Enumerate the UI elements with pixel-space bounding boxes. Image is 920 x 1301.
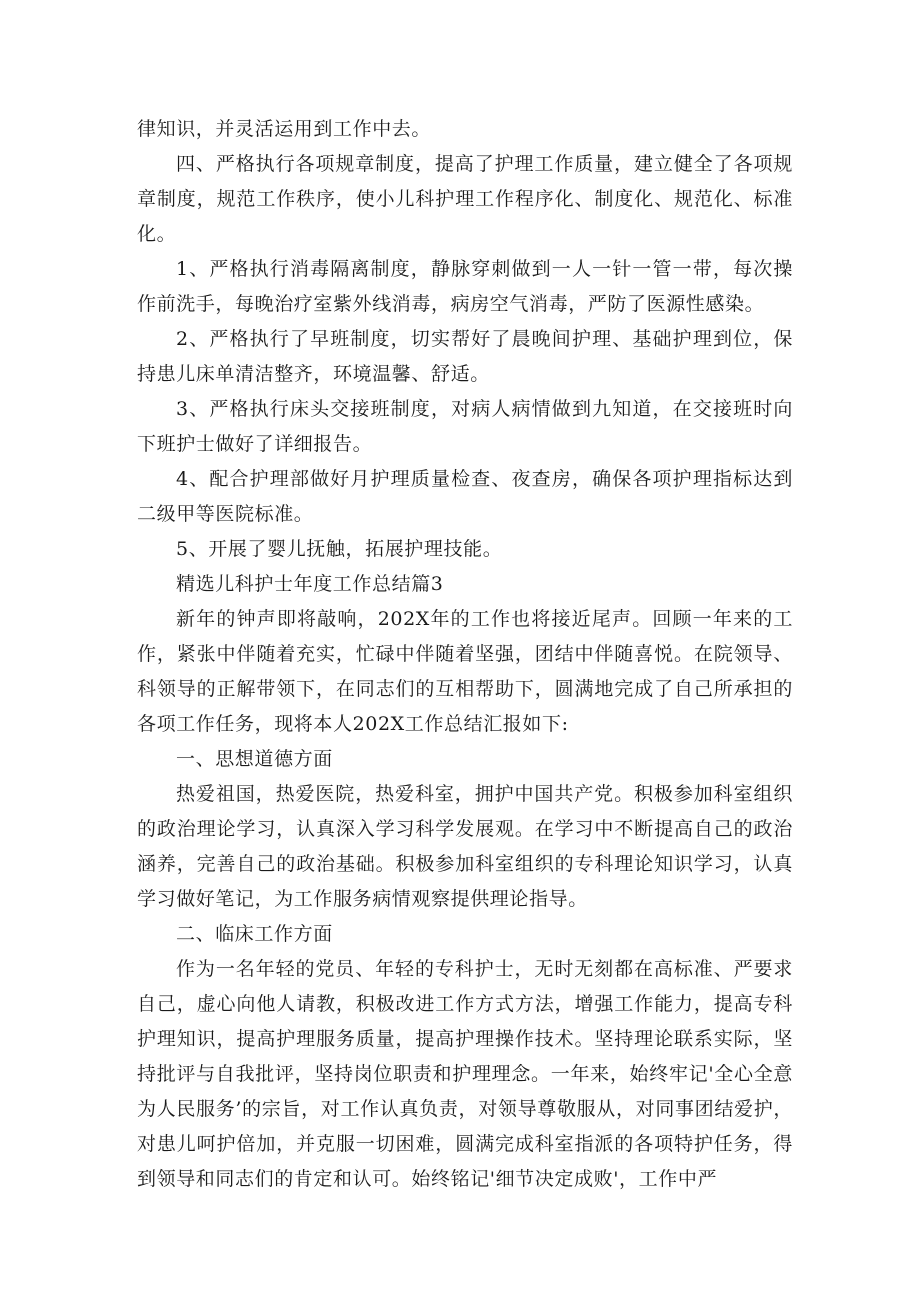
section-heading-ideology: 一、思想道德方面 (176, 748, 333, 770)
paragraph-continuation: 律知识，并灵活运用到工作中去。 (137, 118, 432, 140)
section-heading-clinical: 二、临床工作方面 (176, 923, 333, 945)
paragraph-item-4: 4、配合护理部做好月护理质量检查、夜查房，确保各项护理指标达到二级甲等医院标准。 (137, 468, 793, 525)
paragraph-ideology: 热爱祖国，热爱医院，热爱科室，拥护中国共产党。积极参加科室组织的政治理论学习，认真深入学习科学发展观。在学习中不断提高自己的政治涵养，完善自己的政治基础。积极参加科室组织的专科理论知识学习，认真学习做好笔记，为工作服务病情观察提供理论指导。 (137, 783, 793, 910)
paragraph-item-3: 3、严格执行床头交接班制度，对病人病情做到九知道，在交接班时向下班护士做好了详细报告。 (137, 398, 793, 455)
paragraph-item-1: 1、严格执行消毒隔离制度，静脉穿刺做到一人一针一管一带，每次操作前洗手，每晚治疗室紫外线消毒，病房空气消毒，严防了医源性感染。 (137, 258, 793, 315)
paragraph-item-5: 5、开展了婴儿抚触，拓展护理技能。 (176, 538, 503, 560)
paragraph-clinical: 作为一名年轻的党员、年轻的专科护士，无时无刻都在高标准、严要求自己，虚心向他人请教，积极改进工作方式方法，增强工作能力，提高专科护理知识，提高护理服务质量，提高护理操作技术。坚持理论联系实际，坚持批评与自我批评，坚持岗位职责和护理理念。一年来，始终牢记'全心全意为人民服务’的宗旨，对工作认真负责，对领导尊敬服从，对同事团结爱护，对患儿呵护倍加，并克服一切困难，圆满完成科室指派的各项特护任务，得到领导和同志们的肯定和认可。始终铭记'细节决定成败'，工作中严 (137, 958, 793, 1190)
section-heading-article-3: 精选儿科护士年度工作总结篇3 (176, 573, 444, 595)
paragraph-section-four: 四、严格执行各项规章制度，提高了护理工作质量，建立健全了各项规章制度，规范工作秩序，使小儿科护理工作程序化、制度化、规范化、标准化。 (137, 153, 793, 245)
document-body (137, 112, 793, 1197)
paragraph-item-2: 2、严格执行了早班制度，切实帮好了晨晚间护理、基础护理到位，保持患儿床单清洁整齐，环境温馨、舒适。 (137, 328, 793, 385)
paragraph-intro: 新年的钟声即将敲响，202X年的工作也将接近尾声。回顾一年来的工作，紧张中伴随着充实，忙碌中伴随着坚强，团结中伴随喜悦。在院领导、科领导的正解带领下，在同志们的互相帮助下，圆满地完成了自己所承担的各项工作任务，现将本人202X工作总结汇报如下: (137, 608, 793, 735)
